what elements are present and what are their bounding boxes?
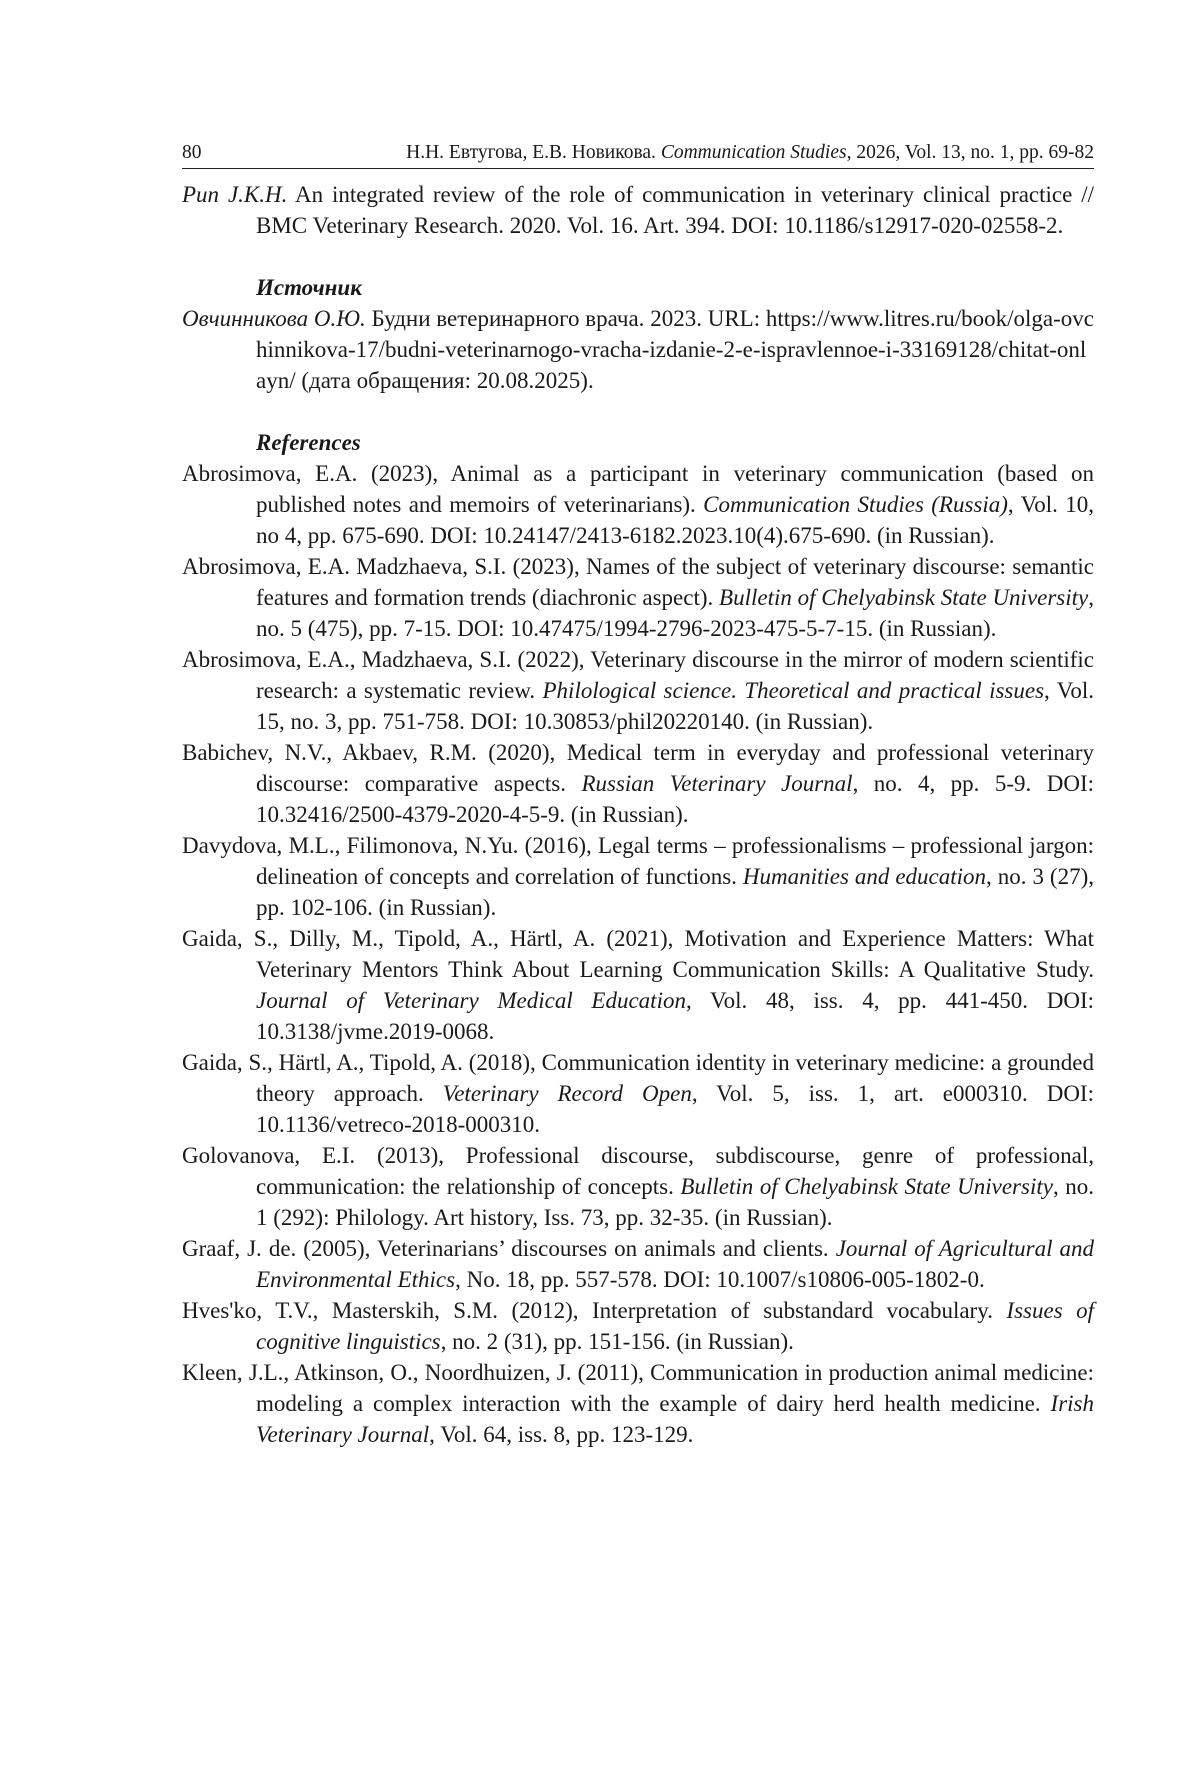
entry-text: Gaida, S., Härtl, A., Tipold, A. (2018), Communication identity in veterinary medicine: a grounded theory approach.: [182, 1050, 1094, 1106]
entry-journal: Philological science. Theoretical and practical issues: [542, 678, 1045, 703]
entry-details: , Vol. 48, iss. 4, pp. 441-450. DOI: 10.3138/jvme.2019-0068.: [256, 988, 1094, 1044]
entry-journal: Humanities and education: [742, 864, 987, 889]
reference-entry: [182, 644, 1094, 737]
entry-text: Будни ветеринарного врача. 2023. URL: https://www.litres.ru/book/olga-ovchinnikova-17/budni-veterinarnogo-vracha-izdanie-2-e-ispravlennoe-i-33169128/chitat-onlayn/ (дата обращения: 20.08.2025).: [256, 306, 1095, 393]
entry-details: , no. 4, pp. 5-9. DOI: 10.32416/2500-4379-2020-4-5-9. (in Russian).: [256, 771, 1094, 827]
entry-journal: Veterinary Record Open: [442, 1081, 692, 1106]
entry-details: , Vol. 5, iss. 1, art. e000310. DOI: 10.1136/vetreco-2018-000310.: [256, 1081, 1094, 1137]
page-body: [182, 142, 1094, 1450]
reference-entry: [182, 1295, 1094, 1357]
reference-entry: [182, 551, 1094, 644]
entry-author: Pun J.K.H.: [182, 182, 288, 207]
entry-details: , no. 5 (475), pp. 7-15. DOI: 10.47475/1994-2796-2023-475-5-7-15. (in Russian).: [256, 585, 1095, 641]
reference-entry: [182, 458, 1094, 551]
reference-entry: [182, 1047, 1094, 1140]
entry-text: Gaida, S., Dilly, M., Tipold, A., Härtl, A. (2021), Motivation and Experience Matters: What Veterinary Mentors Think About Learning Communication Skills: A Qualitative Study.: [182, 926, 1094, 982]
entry-text: Babichev, N.V., Akbaev, R.M. (2020), Medical term in everyday and professional veterinary discourse: comparative aspects.: [182, 740, 1094, 796]
entry-author: Овчинникова О.Ю.: [182, 306, 366, 331]
entry-text: Hves'ko, T.V., Masterskih, S.M. (2012), Interpretation of substandard vocabulary.: [182, 1298, 1007, 1323]
reference-entry: [182, 1140, 1094, 1233]
reference-entry: [182, 737, 1094, 830]
entry-text: An integrated review of the role of communication in veterinary clinical practice // BMC Veterinary Research. 2020. Vol. 16. Art. 394. DOI: 10.1186/s12917-020-02558-2.: [256, 182, 1094, 238]
reference-entry: [182, 1233, 1094, 1295]
references-section-title: References: [256, 430, 361, 455]
running-header: [182, 142, 1094, 169]
entry-journal: Russian Veterinary Journal: [581, 771, 853, 796]
entry-text: Golovanova, E.I. (2013), Professional discourse, subdiscourse, genre of professional, communication: the relationship of concepts.: [182, 1143, 1094, 1199]
entry-journal: Irish Veterinary Journal: [256, 1391, 1094, 1447]
entry-details: , Vol. 10, no 4, pp. 675-690. DOI: 10.24147/2413-6182.2023.10(4).675-690. (in Russian).: [256, 492, 1094, 548]
entry-details: , no. 3 (27), pp. 102-106. (in Russian).: [256, 864, 1094, 920]
entry-details: , no. 2 (31), pp. 151-156. (in Russian).: [440, 1329, 794, 1354]
entry-details: , Vol. 64, iss. 8, pp. 123-129.: [429, 1422, 694, 1447]
page-number: 80: [182, 142, 202, 163]
header-authors: Н.Н. Евтугова, Е.В. Новикова.: [406, 142, 656, 163]
reference-entry: [182, 923, 1094, 1047]
reference-entry: [182, 830, 1094, 923]
header-details: , 2026, Vol. 13, no. 1, pp. 69-82: [846, 142, 1094, 163]
entry-journal: Bulletin of Chelyabinsk State University: [719, 585, 1089, 610]
entry-text: Kleen, J.L., Atkinson, O., Noordhuizen, J. (2011), Communication in production animal medicine: modeling a complex interaction with the example of dairy herd health medicine.: [182, 1360, 1094, 1416]
entry-details: , no. 1 (292): Philology. Art history, Iss. 73, pp. 32-35. (in Russian).: [256, 1174, 1095, 1230]
entry-journal: Communication Studies (Russia): [703, 492, 1008, 517]
entry-journal: Bulletin of Chelyabinsk State University: [680, 1174, 1053, 1199]
source-section-title: Источник: [256, 275, 362, 300]
reference-entry: [182, 179, 1094, 241]
entry-text: Graaf, J. de. (2005), Veterinarians’ discourses on animals and clients.: [182, 1236, 836, 1261]
references-list: [182, 458, 1094, 1450]
header-citation: [214, 142, 1095, 164]
source-entry: [182, 303, 1094, 396]
entry-text: Davydova, M.L., Filimonova, N.Yu. (2016), Legal terms – professionalisms – professional jargon: delineation of concepts and correlation of functions.: [182, 833, 1094, 889]
entry-journal: Journal of Agricultural and Environmental Ethics: [256, 1236, 1094, 1292]
header-journal: Communication Studies: [660, 142, 847, 163]
entry-text: Abrosimova, E.A. Madzhaeva, S.I. (2023), Names of the subject of veterinary discourse: semantic features and formation trends (diachronic aspect).: [182, 554, 1094, 610]
entry-journal: Issues of cognitive linguistics: [256, 1298, 1094, 1354]
entry-text: Abrosimova, E.A. (2023), Animal as a participant in veterinary communication (based on published notes and memoirs of veterinarians).: [182, 461, 1094, 517]
entry-details: , No. 18, pp. 557-578. DOI: 10.1007/s10806-005-1802-0.: [455, 1267, 985, 1292]
reference-entry: [182, 1357, 1094, 1450]
entry-text: Abrosimova, E.A., Madzhaeva, S.I. (2022), Veterinary discourse in the mirror of modern scientific research: a systematic review.: [182, 647, 1094, 703]
entry-journal: Journal of Veterinary Medical Education: [256, 988, 686, 1013]
entry-details: , Vol. 15, no. 3, pp. 751-758. DOI: 10.30853/phil20220140. (in Russian).: [256, 678, 1094, 734]
